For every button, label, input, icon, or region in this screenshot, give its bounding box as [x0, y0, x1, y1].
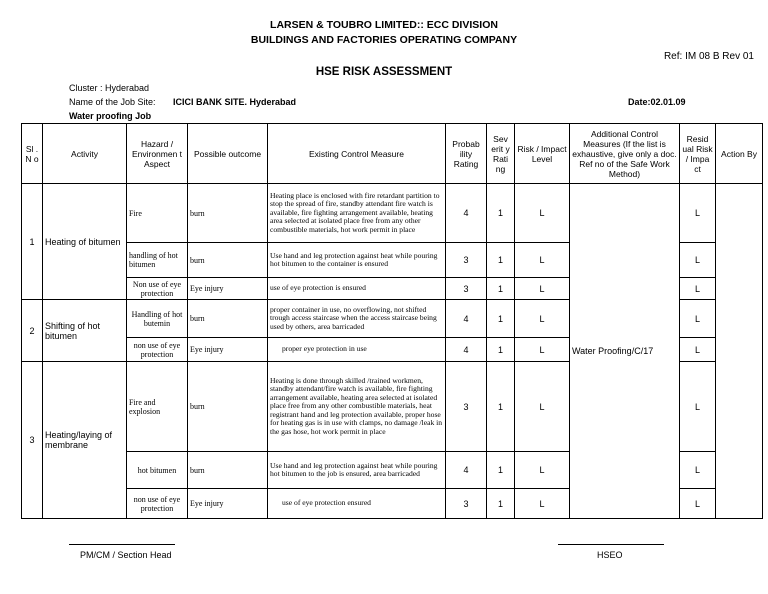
page-title: HSE RISK ASSESSMENT: [315, 66, 453, 78]
job-site-value: ICICI BANK SITE. Hyderabad: [173, 97, 297, 107]
sl-no-cell: 1: [22, 184, 43, 300]
col-header-sl-no: Sl . N o: [22, 124, 43, 184]
signature-line-left: [69, 544, 175, 545]
hazard-cell: Non use of eye protection: [127, 278, 188, 300]
severity-cell: 1: [487, 489, 515, 519]
col-header-severity: Sev erit y Rati ng: [487, 124, 515, 184]
outcome-cell: burn: [188, 362, 268, 452]
outcome-cell: burn: [188, 243, 268, 278]
cluster-label: Cluster : Hyderabad: [69, 83, 150, 93]
col-header-outcome: Possible outcome: [188, 124, 268, 184]
severity-cell: 1: [487, 362, 515, 452]
probability-cell: 4: [446, 300, 487, 338]
col-header-impact: Risk / Impact Level: [515, 124, 570, 184]
col-header-hazard: Hazard / Environmen t Aspect: [127, 124, 188, 184]
col-header-control: Existing Control Measure: [268, 124, 446, 184]
probability-cell: 4: [446, 338, 487, 362]
hazard-cell: Fire: [127, 184, 188, 243]
impact-cell: L: [515, 278, 570, 300]
activity-cell: Shifting of hot bitumen: [43, 300, 127, 362]
control-measure-cell: Heating place is enclosed with fire retardant partition to stop the spread of fire, standby attendant fire watch is available, fire fighting arrangement available, heating area selected at isolated place free from any other combustible materials, hot work permit in place: [268, 184, 446, 243]
severity-cell: 1: [487, 338, 515, 362]
activity-cell: Heating of bitumen: [43, 184, 127, 300]
outcome-cell: burn: [188, 184, 268, 243]
document-reference: Ref: IM 08 B Rev 01: [663, 51, 754, 62]
probability-cell: 3: [446, 489, 487, 519]
col-header-probability: Probab ility Rating: [446, 124, 487, 184]
action-by-cell: [716, 184, 763, 519]
control-measure-cell: use of eye protection is ensured: [268, 278, 446, 300]
signature-label-right: HSEO: [597, 550, 623, 560]
col-header-activity: Activity: [43, 124, 127, 184]
hazard-cell: non use of eye protection: [127, 338, 188, 362]
outcome-cell: burn: [188, 452, 268, 489]
impact-cell: L: [515, 300, 570, 338]
sl-no-cell: 2: [22, 300, 43, 362]
impact-cell: L: [515, 452, 570, 489]
outcome-cell: Eye injury: [188, 489, 268, 519]
col-header-action: Action By: [716, 124, 763, 184]
residual-cell: L: [680, 300, 716, 338]
control-measure-cell: proper container in use, no overflowing, not shifted trough access staircase when the access staircase being used by others, area barricaded: [268, 300, 446, 338]
probability-cell: 4: [446, 184, 487, 243]
hazard-cell: Fire and explosion: [127, 362, 188, 452]
outcome-cell: burn: [188, 300, 268, 338]
hazard-cell: non use of eye protection: [127, 489, 188, 519]
outcome-cell: Eye injury: [188, 338, 268, 362]
impact-cell: L: [515, 243, 570, 278]
probability-cell: 4: [446, 452, 487, 489]
signature-line-right: [558, 544, 664, 545]
residual-cell: L: [680, 184, 716, 243]
control-measure-cell: proper eye protection in use: [268, 338, 446, 362]
job-name: Water proofing Job: [69, 111, 152, 121]
severity-cell: 1: [487, 184, 515, 243]
residual-cell: L: [680, 278, 716, 300]
impact-cell: L: [515, 489, 570, 519]
col-header-residual: Resid ual Risk / Impa ct: [680, 124, 716, 184]
outcome-cell: Eye injury: [188, 278, 268, 300]
severity-cell: 1: [487, 300, 515, 338]
sl-no-cell: 3: [22, 362, 43, 519]
table-row: [22, 184, 763, 243]
residual-cell: L: [680, 243, 716, 278]
impact-cell: L: [515, 338, 570, 362]
probability-cell: 3: [446, 243, 487, 278]
table-header-row: [22, 124, 763, 184]
severity-cell: 1: [487, 243, 515, 278]
residual-cell: L: [680, 452, 716, 489]
control-measure-cell: Heating is done through skilled /trained workmen, standby attendant/fire watch is available, fire fighting arrangement available, heating area selected at isolated place free from any other combustible materials, heat registrant hand and leg protection available, proper hose for heating gas is in use with clamps, no damage /leak in the gas hose, hot work permit in place: [268, 362, 446, 452]
impact-cell: L: [515, 184, 570, 243]
hazard-cell: hot bitumen: [127, 452, 188, 489]
impact-cell: L: [515, 362, 570, 452]
probability-cell: 3: [446, 362, 487, 452]
additional-measure-cell: Water Proofing/C/17: [570, 184, 680, 519]
job-site-label: Name of the Job Site:: [69, 97, 156, 107]
residual-cell: L: [680, 338, 716, 362]
hazard-cell: handling of hot bitumen: [127, 243, 188, 278]
severity-cell: 1: [487, 452, 515, 489]
company-name: LARSEN & TOUBRO LIMITED:: ECC DIVISION: [270, 19, 498, 31]
assessment-date: Date:02.01.09: [628, 97, 686, 107]
activity-cell: Heating/laying of membrane: [43, 362, 127, 519]
control-measure-cell: use of eye protection ensured: [268, 489, 446, 519]
col-header-additional: Additional Control Measures (If the list is exhaustive, give only a doc. Ref no of the Safe Work Method): [570, 124, 680, 184]
control-measure-cell: Use hand and leg protection against heat while pouring hot bitumen to the job is ensured, area barricaded: [268, 452, 446, 489]
risk-assessment-table: [21, 123, 763, 519]
control-measure-cell: Use hand and leg protection against heat while pouring hot bitumen to the container is ensured: [268, 243, 446, 278]
probability-cell: 3: [446, 278, 487, 300]
severity-cell: 1: [487, 278, 515, 300]
division-name: BUILDINGS AND FACTORIES OPERATING COMPANY: [250, 34, 518, 46]
residual-cell: L: [680, 362, 716, 452]
signature-label-left: PM/CM / Section Head: [80, 550, 172, 560]
residual-cell: L: [680, 489, 716, 519]
hazard-cell: Handling of hot butemin: [127, 300, 188, 338]
